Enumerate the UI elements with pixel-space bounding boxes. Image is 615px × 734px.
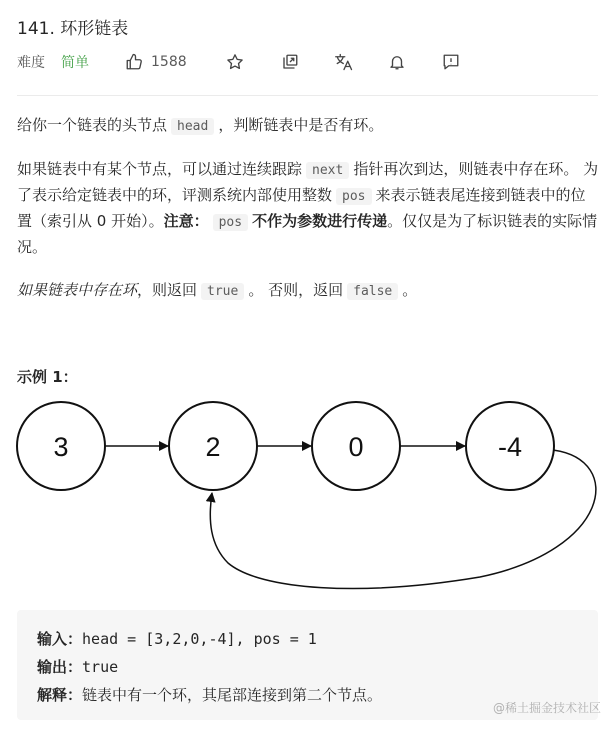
list-node-1-value: 3: [53, 432, 69, 462]
translate-icon[interactable]: [334, 53, 354, 71]
watermark: @稀土掘金技术社区: [492, 701, 601, 715]
explain-label: 解释：: [37, 686, 83, 704]
note-text: 不作为参数进行传递: [252, 212, 388, 230]
example-title: 示例 1：: [17, 368, 78, 386]
difficulty-label: 难度: [17, 55, 45, 71]
share-icon[interactable]: [281, 53, 299, 71]
difficulty-badge: 简单: [61, 55, 89, 71]
inline-code-head: head: [171, 118, 214, 135]
example-output-line: [37, 656, 118, 677]
problem-title: 141. 环形链表: [17, 19, 129, 39]
input-value: head = [3,2,0,-4], pos = 1: [82, 630, 317, 648]
inline-code-pos-note: pos: [213, 214, 248, 231]
explain-value: 链表中有一个环，其尾部连接到第二个节点。: [82, 686, 383, 704]
output-label: 输出：: [37, 658, 83, 676]
input-label: 输入：: [37, 630, 83, 648]
list-node-4-value: -4: [497, 432, 523, 462]
output-value: true: [82, 658, 119, 676]
star-icon[interactable]: [226, 53, 244, 71]
thumbs-up-icon: [125, 53, 143, 71]
header-divider: [17, 95, 598, 96]
description-paragraph-3: 如果链表中存在环，则返回 true 。 否则，返回 false 。: [17, 281, 418, 299]
inline-code-next: next: [306, 162, 349, 179]
example-explain-line: [37, 684, 382, 705]
list-node-3-value: 0: [348, 432, 364, 462]
example-input-line: [37, 628, 317, 649]
description-paragraph-2: 如果链表中有某个节点，可以通过连续跟踪 next 指针再次到达，则链表中存在环。 为了表示给定链表中的环，评测系统内部使用整数 pos 来表示链表尾连接到链表中的位置（索引从 0 开始）。注意： pos 不作为参数进行传递。仅仅是为了标识链表的实际情况。: [17, 160, 599, 256]
feedback-icon[interactable]: [442, 53, 460, 71]
inline-code-true: true: [201, 283, 244, 300]
list-node-2-value: 2: [205, 432, 221, 462]
problem-meta-bar: [17, 52, 187, 72]
like-count: 1588: [151, 54, 187, 70]
like-button[interactable]: [125, 53, 187, 71]
inline-code-pos: pos: [336, 188, 371, 205]
bell-icon[interactable]: [388, 53, 406, 71]
inline-code-false: false: [347, 283, 398, 300]
description-paragraph-1: 给你一个链表的头节点 head ，判断链表中是否有环。: [17, 116, 384, 134]
linked-list-diagram: [0, 395, 615, 595]
note-label: 注意：: [163, 212, 209, 230]
